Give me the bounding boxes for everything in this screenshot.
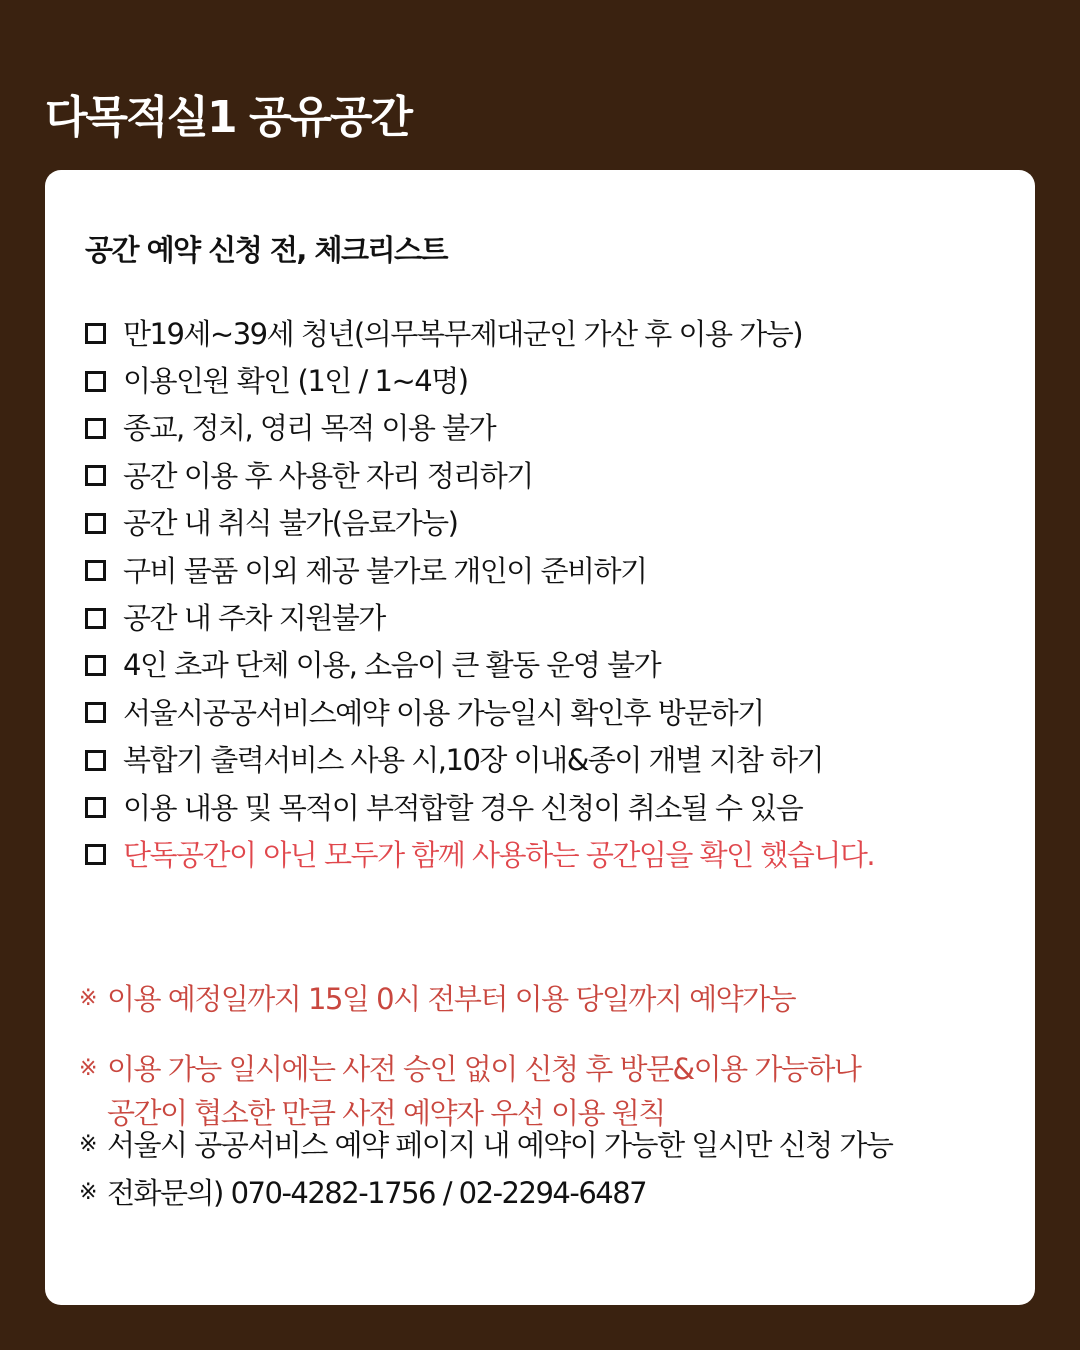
checkbox-icon[interactable] bbox=[85, 323, 106, 344]
checklist-item-label: 공간 내 주차 지원불가 bbox=[123, 601, 385, 636]
checklist-heading: 공간 예약 신청 전, 체크리스트 bbox=[85, 233, 448, 267]
reference-mark-icon: ※ bbox=[79, 1056, 98, 1081]
phone-inquiry: 전화문의) 070-4282-1756 / 02-2294-6487 bbox=[107, 1176, 647, 1210]
page-title: 다목적실1 공유공간 bbox=[45, 92, 411, 143]
reference-mark-icon: ※ bbox=[79, 1132, 98, 1157]
checklist-item[interactable] bbox=[85, 737, 874, 784]
note-line: 이용 예정일까지 15일 0시 전부터 이용 당일까지 예약가능 bbox=[107, 982, 796, 1016]
checklist-item[interactable] bbox=[85, 594, 874, 641]
checklist-item-label: 만19세~39세 청년(의무복무제대군인 가산 후 이용 가능) bbox=[123, 316, 803, 351]
checklist-card bbox=[45, 170, 1035, 1305]
checklist-item[interactable] bbox=[85, 405, 874, 452]
checkbox-icon[interactable] bbox=[85, 608, 106, 629]
checkbox-icon[interactable] bbox=[85, 655, 106, 676]
checklist bbox=[85, 310, 874, 879]
note-item bbox=[79, 1122, 892, 1168]
checklist-item-label: 이용인원 확인 (1인 / 1~4명) bbox=[123, 364, 468, 399]
checkbox-icon[interactable] bbox=[85, 844, 106, 865]
checklist-item[interactable] bbox=[85, 784, 874, 831]
note-item bbox=[79, 976, 892, 1022]
checklist-item[interactable] bbox=[85, 689, 874, 736]
checkbox-icon[interactable] bbox=[85, 371, 106, 392]
checklist-item-confirm[interactable] bbox=[85, 831, 874, 878]
note-line: 공간이 협소한 만큼 사전 예약자 우선 이용 원칙 bbox=[107, 1096, 665, 1130]
checkbox-icon[interactable] bbox=[85, 797, 106, 818]
checklist-item-label: 공간 내 취식 불가(음료가능) bbox=[123, 506, 458, 541]
checklist-item[interactable] bbox=[85, 357, 874, 404]
checkbox-icon[interactable] bbox=[85, 418, 106, 439]
checklist-item[interactable] bbox=[85, 310, 874, 357]
checklist-item-label: 복합기 출력서비스 사용 시,10장 이내&종이 개별 지참 하기 bbox=[123, 743, 824, 778]
checklist-item-label: 이용 내용 및 목적이 부적합할 경우 신청이 취소될 수 있음 bbox=[123, 790, 803, 825]
checklist-item-label: 구비 물품 이외 제공 불가로 개인이 준비하기 bbox=[123, 553, 647, 588]
notes-list bbox=[79, 976, 892, 1216]
note-text bbox=[107, 1122, 892, 1168]
reference-mark-icon: ※ bbox=[79, 1180, 98, 1205]
checklist-item[interactable] bbox=[85, 500, 874, 547]
note-text bbox=[107, 1170, 646, 1216]
note-line: 서울시 공공서비스 예약 페이지 내 예약이 가능한 일시만 신청 가능 bbox=[107, 1128, 893, 1162]
checkbox-icon[interactable] bbox=[85, 560, 106, 581]
note-text bbox=[107, 976, 795, 1022]
checklist-item-label: 공간 이용 후 사용한 자리 정리하기 bbox=[123, 458, 533, 493]
checklist-item[interactable] bbox=[85, 452, 874, 499]
checkbox-icon[interactable] bbox=[85, 465, 106, 486]
reference-mark-icon: ※ bbox=[79, 986, 98, 1011]
note-line: 이용 가능 일시에는 사전 승인 없이 신청 후 방문&이용 가능하나 bbox=[107, 1052, 861, 1086]
checklist-item[interactable] bbox=[85, 547, 874, 594]
checkbox-icon[interactable] bbox=[85, 750, 106, 771]
checklist-item-label: 서울시공공서비스예약 이용 가능일시 확인후 방문하기 bbox=[123, 695, 764, 730]
checklist-item-label: 4인 초과 단체 이용, 소음이 큰 활동 운영 불가 bbox=[123, 648, 661, 683]
checklist-item[interactable] bbox=[85, 642, 874, 689]
checklist-item-label: 종교, 정치, 영리 목적 이용 불가 bbox=[123, 411, 496, 446]
checkbox-icon[interactable] bbox=[85, 702, 106, 723]
checkbox-icon[interactable] bbox=[85, 513, 106, 534]
note-item-phone bbox=[79, 1170, 892, 1216]
checklist-item-label: 단독공간이 아닌 모두가 함께 사용하는 공간임을 확인 했습니다. bbox=[123, 837, 875, 872]
